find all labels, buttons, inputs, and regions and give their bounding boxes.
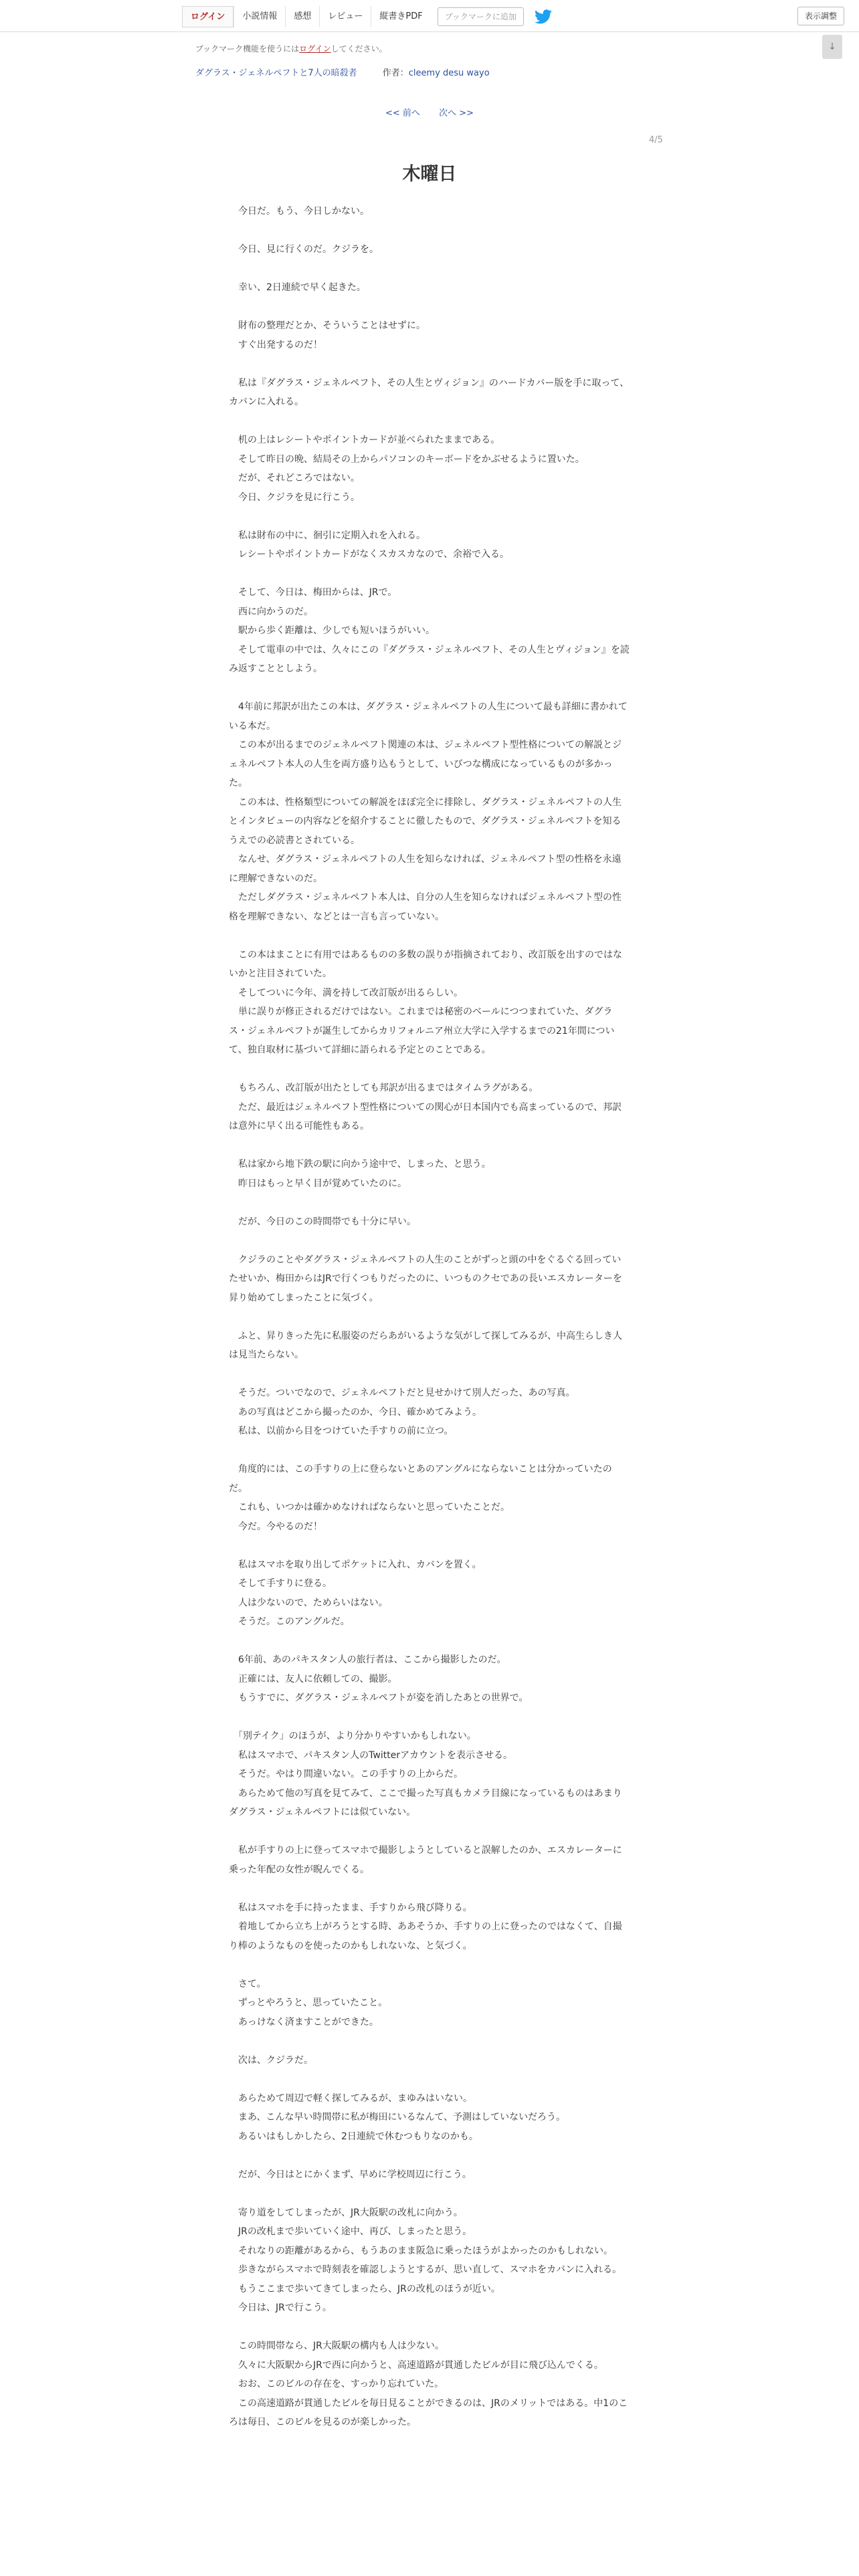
paragraph-line: そしてついに今年、満を持して改訂版が出るらしい。 (229, 987, 463, 998)
paragraph-line: それなりの距離があるから、もうあのまま阪急に乗ったほうがよかったのかもしれない。 (229, 2245, 613, 2256)
login-link[interactable]: ログイン (182, 6, 233, 27)
add-bookmark-button[interactable]: ブックマークに追加 (438, 7, 524, 26)
impressions-link[interactable]: 感想 (285, 6, 319, 27)
paragraph-line: そうだ。ついでなので、ジェネルペフトだと見せかけて別人だった、あの写真。 (229, 1388, 575, 1398)
novel-info-link[interactable]: 小説情報 (233, 6, 285, 27)
paragraph (229, 2165, 630, 2185)
page-number: 4/5 (649, 135, 663, 145)
paragraph-line: この本が出るまでのジェネルペフト関連の本は、ジェネルペフト型性格についての解説とジェネルペフト本人の人生を両方盛り込もうとして、いびつな構成になっているものが多かった。 (229, 740, 622, 788)
paragraph-line: 久々に大阪駅からJRで西に向かうと、高速道路が貫通したビルが目に飛び込んでくる。 (229, 2359, 603, 2371)
paragraph (229, 2089, 630, 2147)
paragraph (229, 1975, 630, 2032)
paragraph-line: 今日、クジラを見に行こう。 (229, 492, 360, 503)
paragraph (229, 202, 630, 221)
review-link[interactable]: レビュー (319, 6, 371, 27)
paragraph-line: 私は『ダグラス・ジェネルペフト、その人生とヴィジョン』のハードカバー版を手に取って、カバンに入れる。 (229, 377, 630, 407)
paragraph-line: そして電車の中では、久々にこの『ダグラス・ジェネルペフト、その人生とヴィジョン』を読み返すこととしよう。 (229, 644, 630, 674)
paragraph-line: 今だ。今やるのだ！ (229, 1521, 322, 1532)
display-settings-button[interactable]: 表示調整 (797, 7, 844, 25)
paragraph-line: 6年前、あのパキスタン人の旅行者は、ここから撮影したのだ。 (229, 1654, 506, 1665)
paragraph (229, 1899, 630, 1956)
paragraph-line: そして、今日は、梅田からは、JRで。 (229, 587, 397, 598)
paragraph-line: だが、今日のこの時間帯でも十分に早い。 (229, 1216, 416, 1227)
top-bar (0, 0, 859, 32)
paragraph-line: 人は少ないので、ためらいはない。 (229, 1597, 388, 1608)
paragraph-line: なんせ、ダグラス・ジェネルペフトの人生を知らなければ、ジェネルペフト型の性格を永遠に理解できないのだ。 (229, 854, 622, 884)
paragraph (229, 946, 630, 1060)
paragraph-line: この本はまことに有用ではあるものの多数の誤りが指摘されており、改訂版を出すのではないかと注目されていた。 (229, 949, 622, 979)
paragraph-line: 単に誤りが修正されるだけではない。これまでは秘密のベールにつつまれていた、ダグラス・ジェネルペフトが誕生してからカリフォルニア州立大学に入学するまでの21年間について、独自取材に基づいて詳細に語られる予定とのことである。 (229, 1006, 615, 1055)
paragraph-line: レシートやポイントカードがなくスカスカなので、余裕で入る。 (229, 549, 509, 560)
paragraph (229, 316, 630, 354)
paragraph (229, 526, 630, 564)
paragraph-line: あるいはもしかしたら、2日連続で休むつもりなのかも。 (229, 2131, 478, 2142)
paragraph-line: 私はスマホで、パキスタン人のTwitterアカウントを表示させる。 (229, 1749, 512, 1761)
paragraph-line: 次は、クジラだ。 (229, 2054, 313, 2066)
paragraph-line: 駅から歩く距離は、少しでも短いほうがいい。 (229, 625, 435, 636)
paragraph-line: この高速道路が貫通したビルを毎日見ることができるのは、JRのメリットではある。中1のころは毎日、このビルを見るのが楽しかった。 (229, 2397, 628, 2428)
paragraph-line: 幸い、2日連続で早く起きた。 (229, 282, 366, 293)
paragraph-line: これも、いつかは確かめなければならないと思っていたことだ。 (229, 1502, 510, 1513)
paragraph-line: 歩きながらスマホで時刻表を確認しようとするが、思い直して、スマホをカバンに入れる。 (229, 2264, 622, 2275)
paragraph-line: 今日は、JRで行こう。 (229, 2302, 332, 2313)
paragraph (229, 1727, 630, 1822)
pager (0, 106, 859, 118)
chapter-title: 木曜日 (402, 164, 457, 185)
paragraph-line: だが、今日はとにかくまず、早めに学校周辺に行こう。 (229, 2169, 472, 2180)
series-title-link[interactable]: ダグラス・ジェネルペフトと7人の暗殺者 (195, 68, 357, 78)
vertical-pdf-link[interactable]: 縦書きPDF (371, 6, 430, 27)
paragraph-line: 着地してから立ち上がろうとする時、ああそうか、手すりの上に登ったのではなくて、自撮り棒のようなものを使ったのかもしれないな、と気づく。 (229, 1921, 622, 1951)
twitter-icon[interactable] (535, 9, 552, 24)
author-label: 作者： (382, 68, 409, 78)
paragraph-line: 私は家から地下鉄の駅に向かう途中で、しまった、と思う。 (229, 1159, 491, 1170)
paragraph-line: もちろん、改訂版が出たとしても邦訳が出るまではタイムラグがある。 (229, 1083, 539, 1093)
paragraph-line: そうだ。このアングルだ。 (229, 1616, 350, 1627)
paragraph (229, 278, 630, 298)
paragraph (229, 2337, 630, 2432)
prev-page-link[interactable]: << 前へ (385, 108, 420, 118)
paragraph-line: 私はスマホを取り出してポケットに入れ、カバンを置く。 (229, 1559, 482, 1570)
paragraph-line: 正確には、友人に依頼しての、撮影。 (229, 1673, 397, 1685)
paragraph-line: あらためて他の写真を見てみて、ここで撮った写真もカメラ目線になっているものはあまりダグラス・ジェネルペフトには似ていない。 (229, 1788, 622, 1818)
paragraph-line: ただ、最近はジェネルペフト型性格についての関心が日本国内でも高まっているので、邦訳は意外に早く出る可能性もある。 (229, 1101, 622, 1132)
login-notice (195, 43, 387, 54)
paragraph-line: あの写真はどこから撮ったのか、今日、確かめてみよう。 (229, 1406, 482, 1418)
paragraph (229, 1327, 630, 1365)
paragraph (229, 697, 630, 926)
paragraph-line: JRの改札まで歩いていく途中、再び、しまったと思う。 (229, 2226, 472, 2237)
paragraph (229, 240, 630, 259)
paragraph-line: あらためて周辺で軽く探してみるが、まゆみはいない。 (229, 2092, 472, 2104)
author-link[interactable]: cleemy desu wayo (408, 68, 490, 78)
paragraph-line: すぐ出発するのだ！ (229, 339, 322, 350)
paragraph-line: 私が手すりの上に登ってスマホで撮影しようとしていると誤解したのか、エスカレーターに乗った年配の女性が睨んでくる。 (229, 1845, 622, 1875)
paragraph-line: そして手すりに登る。 (229, 1578, 332, 1589)
novel-meta (195, 66, 490, 78)
paragraph-line: 「別テイク」のほうが、より分かりやすいかもしれない。 (229, 1731, 476, 1741)
paragraph-line: おお、このビルの存在を、すっかり忘れていた。 (229, 2379, 444, 2389)
paragraph (229, 431, 630, 507)
paragraph (229, 1251, 630, 1308)
paragraph (229, 1384, 630, 1441)
paragraph-line: まあ、こんな早い時間帯に私が梅田にいるなんて、予測はしていないだろう。 (229, 2112, 566, 2123)
paragraph-line: クジラのことやダグラス・ジェネルペフトの人生のことがずっと頭の中をぐるぐる回っていたせいか、梅田からはJRで行くつもりだったのに、いつものクセであの長いエスカレーターを昇り始めてしまったことに気づく。 (229, 1254, 622, 1303)
top-nav (182, 5, 552, 28)
paragraph (229, 1155, 630, 1193)
paragraph-line: 西に向かうのだ。 (229, 606, 313, 617)
novel-body (229, 202, 630, 2451)
paragraph-line: ただしダグラス・ジェネルペフト本人は、自分の人生を知らなければジェネルペフト型の性格を理解できない、などとは一言も言っていない。 (229, 892, 622, 922)
paragraph (229, 2204, 630, 2318)
paragraph-line: この時間帯なら、JR大阪駅の構内も人は少ない。 (229, 2341, 444, 2351)
paragraph-line: だが、それどころではない。 (229, 473, 360, 484)
paragraph (229, 583, 630, 679)
paragraph-line: 昨日はもっと早く目が覚めていたのに。 (229, 1178, 407, 1189)
notice-prefix: ブックマーク機能を使うには (195, 44, 300, 53)
paragraph (229, 1841, 630, 1879)
paragraph-line: 今日だ。もう、今日しかない。 (229, 206, 369, 217)
paragraph-line: 机の上はレシートやポイントカードが並べられたままである。 (229, 435, 500, 445)
paragraph-line: そうだ。やはり間違いない。この手すりの上からだ。 (229, 1769, 463, 1780)
scroll-down-button[interactable]: ↓ (822, 35, 842, 59)
paragraph-line: この本は、性格類型についての解説をほぼ完全に排除し、ダグラス・ジェネルペフトの人生とインタビューの内容などを紹介することに徹したもので、ダグラス・ジェネルペフトを知るうえでの必読書とされている。 (229, 796, 622, 846)
paragraph (229, 1460, 630, 1536)
notice-suffix: してください。 (330, 44, 387, 53)
paragraph-line: 私は財布の中に、徊引に定期入れを入れる。 (229, 530, 425, 541)
paragraph-line: もうここまで歩いてきてしまったら、JRの改札のほうが近い。 (229, 2283, 500, 2294)
paragraph-line: 私は、以前から目をつけていた手すりの前に立つ。 (229, 1426, 454, 1436)
paragraph-line: 私はスマホを手に持ったまま、手すりから飛び降りる。 (229, 1902, 472, 1913)
paragraph-line: もうすでに、ダグラス・ジェネルペフトが姿を消したあとの世界で。 (229, 1693, 529, 1703)
paragraph (229, 1079, 630, 1136)
paragraph (229, 1555, 630, 1632)
paragraph (229, 1650, 630, 1708)
paragraph-line: 財布の整理だとか、そういうことはせずに。 (229, 320, 425, 331)
notice-login-link[interactable]: ログイン (299, 44, 331, 53)
paragraph-line: あっけなく済ますことができた。 (229, 2016, 379, 2028)
paragraph (229, 2051, 630, 2070)
paragraph-line: 寄り道をしてしまったが、JR大阪駅の改札に向かう。 (229, 2207, 463, 2218)
paragraph (229, 1212, 630, 1232)
paragraph-line: さて。 (229, 1978, 266, 1990)
paragraph (229, 374, 630, 412)
paragraph-line: 4年前に邦訳が出たこの本は、ダグラス・ジェネルペフトの人生について最も詳細に書かれている本だ。 (229, 702, 628, 732)
paragraph-line: 角度的には、この手すりの上に登らないとあのアングルにならないことは分かっていたのだ。 (229, 1464, 612, 1494)
next-page-link[interactable]: 次へ >> (439, 108, 474, 118)
paragraph-line: 今日、見に行くのだ。クジラを。 (229, 244, 379, 255)
paragraph-line: ふと、昇りきった先に私服姿のだらあがいるような気がして探してみるが、中高生らしき人は見当たらない。 (229, 1330, 622, 1360)
paragraph-line: そして昨日の晩、結局その上からパソコンのキーボードをかぶせるように置いた。 (229, 453, 585, 465)
paragraph-line: ずっとやろうと、思っていたこと。 (229, 1998, 388, 2008)
